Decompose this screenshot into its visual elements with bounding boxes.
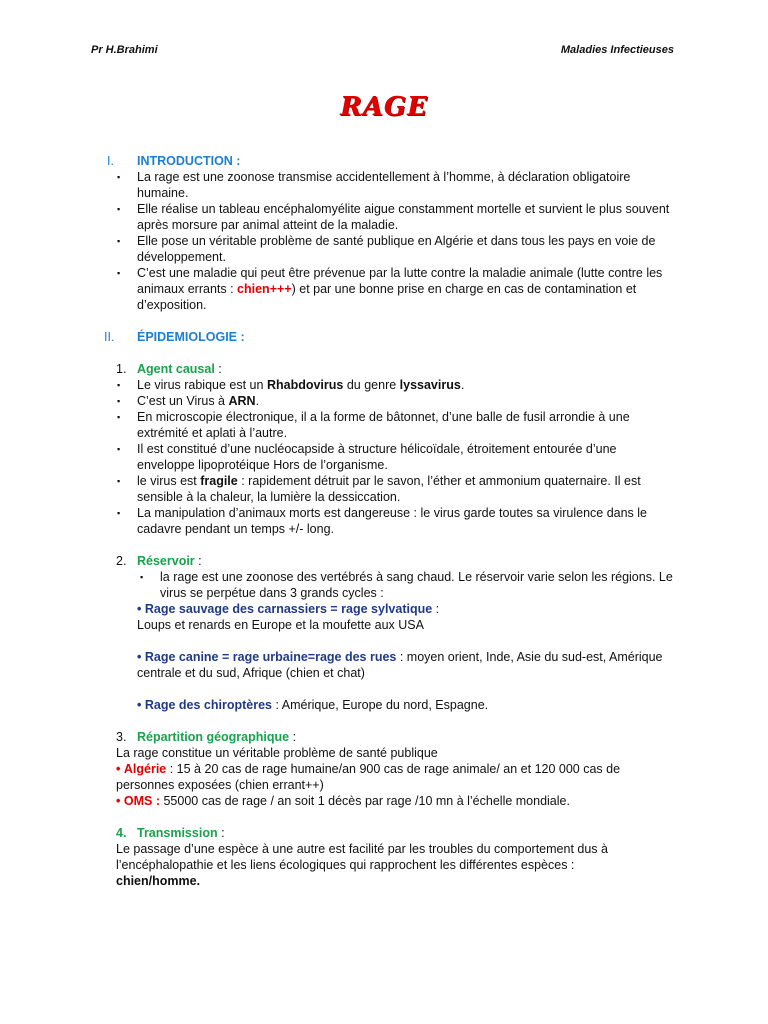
section-title: INTRODUCTION :	[137, 154, 241, 168]
list-item: ▪ Il est constitué d’une nucléocapside à structure hélicoïdale, étroitement entourée d’une enveloppe lipoprotéique Hors de l’organisme.	[117, 442, 617, 472]
list-item: ▪ La rage est une zoonose transmise accidentellement à l’homme, à déclaration obligatoire humaine.	[117, 170, 631, 200]
square-bullet-icon: ▪	[117, 172, 121, 182]
square-bullet-icon: ▪	[117, 476, 121, 486]
section-title: ÉPIDEMIOLOGIE :	[137, 330, 245, 344]
page-title: RAGE	[340, 92, 428, 122]
section-number: I.	[107, 154, 114, 168]
section-introduction-heading	[0, 153, 768, 169]
square-bullet-icon: ▪	[117, 268, 121, 278]
dot-bullet-icon: •	[137, 650, 142, 664]
cycle-chiropteres: • Rage des chiroptères : Amérique, Europe du nord, Espagne.	[137, 698, 489, 712]
square-bullet-icon: ▪	[117, 444, 121, 454]
list-item: ▪ C’est un Virus à ARN.	[117, 394, 260, 408]
list-item: ▪ Elle pose un véritable problème de santé publique en Algérie et dans tous les pays en voie de développement.	[117, 234, 656, 264]
dot-bullet-icon: •	[137, 698, 142, 712]
highlight-red: chien+++	[237, 282, 292, 296]
section-epidemiologie-heading	[0, 329, 768, 345]
repartition-algerie: • Algérie : 15 à 20 cas de rage humaine/an 900 cas de rage animale/ an et 120 000 cas de personnes exposées (chien errant++)	[116, 762, 621, 792]
list-item: ▪ C’est une maladie qui peut être prévenue par la lutte contre la maladie animale (lutte contre les animaux errants : chien+++) et par une bonne prise en charge en cas de contamination et d’exposition.	[117, 266, 663, 312]
subsection-repartition: 3. Répartition géographique :	[116, 730, 297, 744]
list-item: ▪ le virus est fragile : rapidement détruit par le savon, l’éther et ammonium quaternaire. Il est sensible à la chaleur, la lumière la dessiccation.	[117, 474, 641, 504]
header-author: Pr H.Brahimi	[91, 44, 158, 56]
subsection-reservoir: 2. Réservoir :	[116, 554, 202, 568]
list-item: ▪ la rage est une zoonose des vertébrés à sang chaud. Le réservoir varie selon les régions. Le virus se perpétue dans 3 grands cycles :	[140, 570, 673, 600]
repartition-intro: La rage constitue un véritable problème de santé publique	[116, 746, 438, 760]
subsection-transmission: 4. Transmission :	[116, 826, 225, 840]
square-bullet-icon: ▪	[117, 396, 121, 406]
section-number: II.	[104, 330, 115, 344]
cycle-sylvatique-text: Loups et renards en Europe et la moufette aux USA	[137, 618, 424, 632]
transmission-text: Le passage d’une espèce à une autre est facilité par les troubles du comportement dus à l’encéphalopathie et les liens écologiques qui rapprochent les différentes espèces : chien/homme.	[116, 842, 608, 888]
square-bullet-icon: ▪	[140, 572, 144, 582]
repartition-oms: • OMS : 55000 cas de rage / an soit 1 décès par rage /10 mn à l’échelle mondiale.	[116, 794, 570, 808]
document-body	[0, 153, 768, 889]
square-bullet-icon: ▪	[117, 236, 121, 246]
cycle-canine: • Rage canine = rage urbaine=rage des rues : moyen orient, Inde, Asie du sud-est, Amérique centrale et du sud, Afrique (chien et chat)	[137, 650, 663, 680]
header-course: Maladies Infectieuses	[560, 44, 674, 56]
list-item: ▪ Elle réalise un tableau encéphalomyélite aigue constamment mortelle et survient le plus souvent après morsure par animal atteint de la maladie.	[117, 202, 670, 232]
list-item: ▪ En microscopie électronique, il a la forme de bâtonnet, d’une balle de fusil arrondie à une extrémité et aplati à l’autre.	[117, 410, 630, 440]
square-bullet-icon: ▪	[117, 508, 121, 518]
list-item: ▪ La manipulation d’animaux morts est dangereuse : le virus garde toutes sa virulence dans le cadavre pendant un temps +/- long.	[117, 506, 648, 536]
dot-bullet-icon: •	[116, 794, 121, 808]
square-bullet-icon: ▪	[117, 412, 121, 422]
cycle-sylvatique: • Rage sauvage des carnassiers = rage sylvatique :	[137, 602, 440, 616]
square-bullet-icon: ▪	[117, 380, 121, 390]
list-item: ▪ Le virus rabique est un Rhabdovirus du genre lyssavirus.	[117, 378, 465, 392]
square-bullet-icon: ▪	[117, 204, 121, 214]
dot-bullet-icon: •	[116, 762, 121, 776]
dot-bullet-icon: •	[137, 602, 142, 616]
subsection-agent-causal: 1. Agent causal :	[116, 362, 222, 376]
